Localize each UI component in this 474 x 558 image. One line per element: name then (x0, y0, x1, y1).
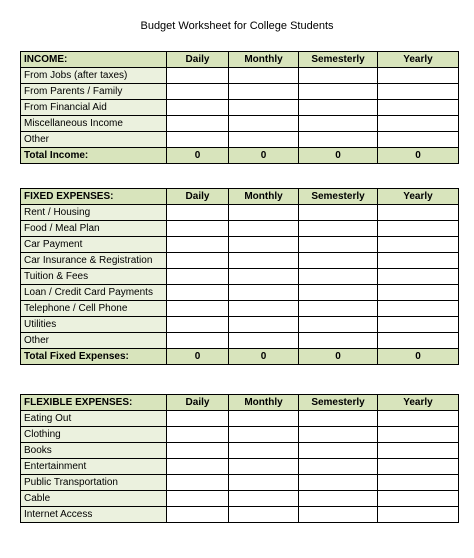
input-cell[interactable] (299, 205, 378, 221)
input-cell[interactable] (229, 116, 299, 132)
input-cell[interactable] (167, 443, 229, 459)
input-cell[interactable] (299, 132, 378, 148)
table-row (21, 116, 459, 132)
input-cell[interactable] (378, 68, 459, 84)
input-cell[interactable] (229, 84, 299, 100)
row-label: From Jobs (after taxes) (21, 68, 167, 84)
input-cell[interactable] (378, 459, 459, 475)
table-row (21, 285, 459, 301)
column-header-yearly: Yearly (378, 395, 459, 411)
input-cell[interactable] (167, 84, 229, 100)
input-cell[interactable] (167, 205, 229, 221)
table-row (21, 317, 459, 333)
input-cell[interactable] (167, 475, 229, 491)
input-cell[interactable] (378, 475, 459, 491)
row-label: Miscellaneous Income (21, 116, 167, 132)
row-label: Internet Access (21, 507, 167, 523)
input-cell[interactable] (167, 269, 229, 285)
column-header-daily: Daily (167, 189, 229, 205)
input-cell[interactable] (378, 507, 459, 523)
input-cell[interactable] (299, 237, 378, 253)
input-cell[interactable] (229, 301, 299, 317)
row-label: From Financial Aid (21, 100, 167, 116)
input-cell[interactable] (299, 285, 378, 301)
table-row (21, 68, 459, 84)
input-cell[interactable] (229, 317, 299, 333)
table-row (21, 237, 459, 253)
input-cell[interactable] (229, 285, 299, 301)
section-header: FLEXIBLE EXPENSES: (21, 395, 167, 411)
input-cell[interactable] (229, 411, 299, 427)
input-cell[interactable] (378, 269, 459, 285)
row-label: Car Insurance & Registration (21, 253, 167, 269)
row-label: Cable (21, 491, 167, 507)
input-cell[interactable] (378, 317, 459, 333)
column-header-monthly: Monthly (229, 395, 299, 411)
section-header-row (21, 189, 459, 205)
input-cell[interactable] (229, 475, 299, 491)
input-cell[interactable] (229, 507, 299, 523)
row-label: Food / Meal Plan (21, 221, 167, 237)
table-row (21, 507, 459, 523)
input-cell[interactable] (378, 333, 459, 349)
input-cell[interactable] (378, 285, 459, 301)
total-row (21, 148, 459, 164)
input-cell[interactable] (229, 205, 299, 221)
column-header-monthly: Monthly (229, 52, 299, 68)
input-cell[interactable] (229, 333, 299, 349)
total-row (21, 349, 459, 365)
input-cell[interactable] (378, 100, 459, 116)
input-cell[interactable] (378, 116, 459, 132)
input-cell[interactable] (378, 301, 459, 317)
input-cell[interactable] (299, 317, 378, 333)
input-cell[interactable] (167, 68, 229, 84)
input-cell[interactable] (167, 100, 229, 116)
input-cell[interactable] (229, 427, 299, 443)
row-label: Clothing (21, 427, 167, 443)
input-cell[interactable] (378, 205, 459, 221)
input-cell[interactable] (167, 301, 229, 317)
input-cell[interactable] (167, 411, 229, 427)
table-row (21, 459, 459, 475)
row-label: Books (21, 443, 167, 459)
table-row (21, 333, 459, 349)
input-cell[interactable] (299, 333, 378, 349)
total-value: 0 (299, 349, 378, 365)
input-cell[interactable] (299, 427, 378, 443)
input-cell[interactable] (378, 443, 459, 459)
table-row (21, 221, 459, 237)
input-cell[interactable] (167, 237, 229, 253)
input-cell[interactable] (167, 116, 229, 132)
table-row (21, 205, 459, 221)
table-row (21, 301, 459, 317)
input-cell[interactable] (229, 253, 299, 269)
row-label: Tuition & Fees (21, 269, 167, 285)
column-header-monthly: Monthly (229, 189, 299, 205)
input-cell[interactable] (299, 491, 378, 507)
column-header-semesterly: Semesterly (299, 395, 378, 411)
fixed-expenses-table (20, 188, 459, 365)
row-label: Eating Out (21, 411, 167, 427)
income-table (20, 51, 459, 164)
input-cell[interactable] (299, 475, 378, 491)
input-cell[interactable] (378, 84, 459, 100)
input-cell[interactable] (229, 237, 299, 253)
row-label: Loan / Credit Card Payments (21, 285, 167, 301)
input-cell[interactable] (167, 317, 229, 333)
table-row (21, 253, 459, 269)
input-cell[interactable] (299, 68, 378, 84)
section-header: INCOME: (21, 52, 167, 68)
total-value: 0 (229, 148, 299, 164)
page-title: Budget Worksheet for College Students (140, 20, 334, 32)
input-cell[interactable] (299, 253, 378, 269)
input-cell[interactable] (229, 132, 299, 148)
input-cell[interactable] (299, 301, 378, 317)
input-cell[interactable] (167, 427, 229, 443)
row-label: Public Transportation (21, 475, 167, 491)
input-cell[interactable] (378, 253, 459, 269)
input-cell[interactable] (229, 491, 299, 507)
total-value: 0 (299, 148, 378, 164)
input-cell[interactable] (299, 411, 378, 427)
input-cell[interactable] (299, 507, 378, 523)
input-cell[interactable] (378, 491, 459, 507)
column-header-semesterly: Semesterly (299, 52, 378, 68)
row-label: Rent / Housing (21, 205, 167, 221)
row-label: Car Payment (21, 237, 167, 253)
flexible-expenses-table (20, 394, 459, 523)
input-cell[interactable] (229, 68, 299, 84)
table-row (21, 84, 459, 100)
input-cell[interactable] (299, 221, 378, 237)
total-value: 0 (167, 148, 229, 164)
input-cell[interactable] (167, 333, 229, 349)
row-label: From Parents / Family (21, 84, 167, 100)
input-cell[interactable] (167, 253, 229, 269)
row-label: Other (21, 132, 167, 148)
input-cell[interactable] (229, 443, 299, 459)
total-label: Total Fixed Expenses: (21, 349, 167, 365)
column-header-daily: Daily (167, 52, 229, 68)
input-cell[interactable] (299, 116, 378, 132)
column-header-yearly: Yearly (378, 52, 459, 68)
input-cell[interactable] (378, 411, 459, 427)
row-label: Other (21, 333, 167, 349)
total-label: Total Income: (21, 148, 167, 164)
column-header-yearly: Yearly (378, 189, 459, 205)
input-cell[interactable] (229, 221, 299, 237)
input-cell[interactable] (378, 221, 459, 237)
total-value: 0 (229, 349, 299, 365)
input-cell[interactable] (378, 237, 459, 253)
section-header: FIXED EXPENSES: (21, 189, 167, 205)
input-cell[interactable] (167, 491, 229, 507)
column-header-daily: Daily (167, 395, 229, 411)
input-cell[interactable] (299, 269, 378, 285)
row-label: Utilities (21, 317, 167, 333)
table-row (21, 443, 459, 459)
section-header-row (21, 395, 459, 411)
table-row (21, 269, 459, 285)
input-cell[interactable] (299, 84, 378, 100)
row-label: Entertainment (21, 459, 167, 475)
input-cell[interactable] (229, 269, 299, 285)
total-value: 0 (378, 148, 459, 164)
table-row (21, 100, 459, 116)
input-cell[interactable] (167, 132, 229, 148)
input-cell[interactable] (167, 459, 229, 475)
table-row (21, 475, 459, 491)
input-cell[interactable] (378, 427, 459, 443)
total-value: 0 (167, 349, 229, 365)
total-value: 0 (378, 349, 459, 365)
input-cell[interactable] (229, 100, 299, 116)
input-cell[interactable] (299, 443, 378, 459)
input-cell[interactable] (167, 221, 229, 237)
table-row (21, 132, 459, 148)
table-row (21, 491, 459, 507)
input-cell[interactable] (167, 285, 229, 301)
input-cell[interactable] (167, 507, 229, 523)
input-cell[interactable] (378, 132, 459, 148)
table-row (21, 411, 459, 427)
table-row (21, 427, 459, 443)
input-cell[interactable] (229, 459, 299, 475)
section-header-row (21, 52, 459, 68)
input-cell[interactable] (299, 459, 378, 475)
column-header-semesterly: Semesterly (299, 189, 378, 205)
input-cell[interactable] (299, 100, 378, 116)
row-label: Telephone / Cell Phone (21, 301, 167, 317)
